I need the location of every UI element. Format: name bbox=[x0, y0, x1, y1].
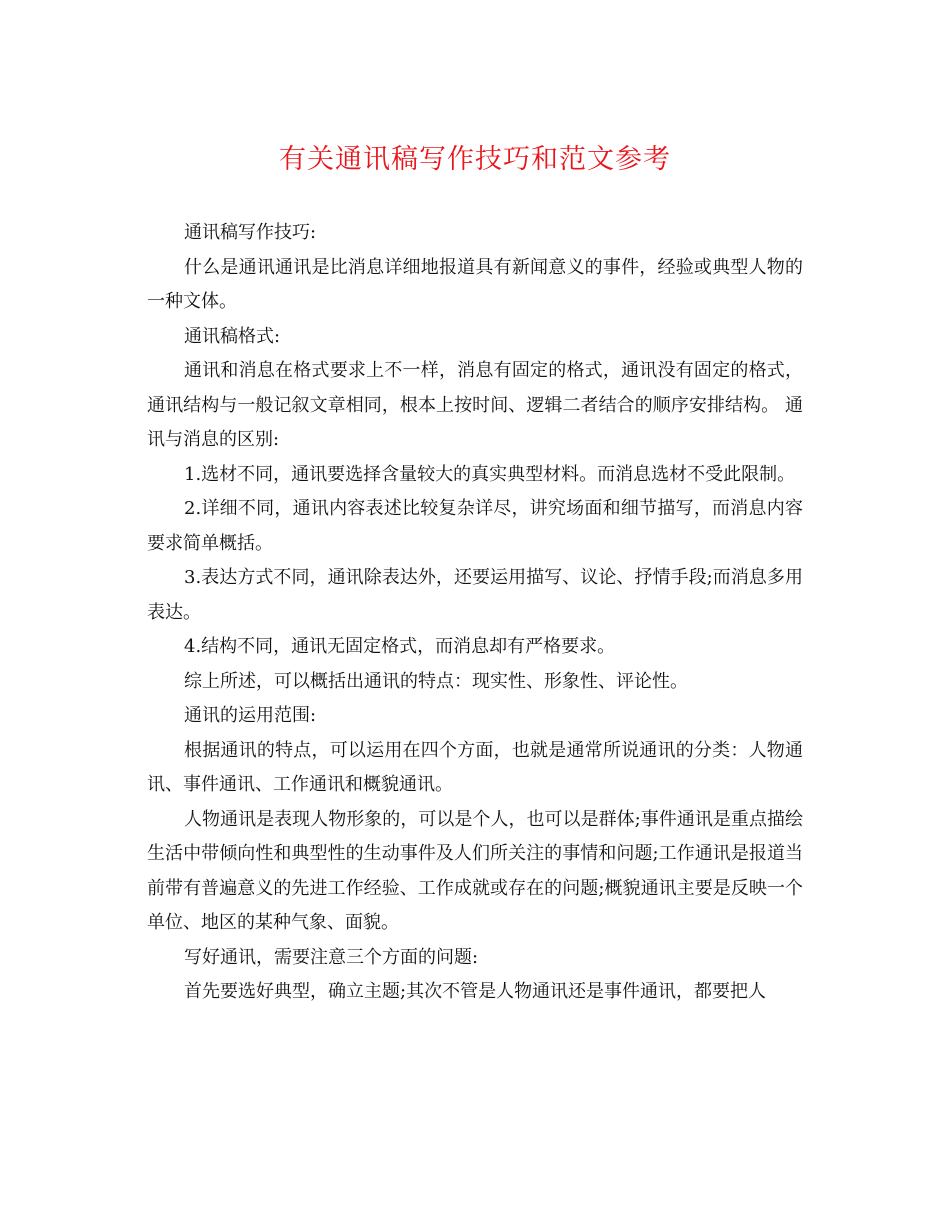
paragraph-difference-2: 2.详细不同，通讯内容表述比较复杂详尽，讲究场面和细节描写，而消息内容要求简单概括。 bbox=[147, 498, 803, 554]
document-title: 有关通讯稿写作技巧和范文参考 bbox=[279, 144, 671, 175]
paragraph-format: 通讯和消息在格式要求上不一样，消息有固定的格式，通讯没有固定的格式，通讯结构与一般记叙文章相同，根本上按时间、逻辑二者结合的顺序安排结构。 通讯与消息的区别: bbox=[147, 360, 803, 450]
paragraph-scope: 根据通讯的特点，可以运用在四个方面，也就是通常所说通讯的分类：人物通讯、事件通讯、工作通讯和概貌通讯。 bbox=[147, 739, 803, 795]
paragraph-difference-1: 1.选材不同，通讯要选择含量较大的真实典型材料。而消息选材不受此限制。 bbox=[184, 463, 796, 485]
paragraph-types: 人物通讯是表现人物形象的，可以是个人，也可以是群体;事件通讯是重点描绘生活中带倾向性和典型性的生动事件及人们所关注的事情和问题;工作通讯是报道当前带有普遍意义的先进工作经验、工作成就或存在的问题;概貌通讯主要是反映一个单位、地区的某种气象、面貌。 bbox=[147, 808, 803, 933]
paragraph-heading-tips: 通讯稿写作技巧: bbox=[184, 222, 317, 243]
paragraph-heading-notes: 写好通讯，需要注意三个方面的问题: bbox=[184, 946, 479, 968]
document-body bbox=[147, 216, 803, 1010]
paragraph-notes: 首先要选好典型，确立主题;其次不管是人物通讯还是事件通讯，都要把人 bbox=[184, 981, 767, 1002]
paragraph-summary: 综上所述，可以概括出通讯的特点：现实性、形象性、评论性。 bbox=[184, 670, 688, 692]
paragraph-heading-format: 通讯稿格式: bbox=[184, 325, 281, 347]
paragraph-difference-4: 4.结构不同，通讯无固定格式，而消息却有严格要求。 bbox=[184, 636, 616, 657]
paragraph-difference-3: 3.表达方式不同，通讯除表达外，还要运用描写、议论、抒情手段;而消息多用表达。 bbox=[147, 567, 803, 623]
paragraph-definition: 什么是通讯通讯是比消息详细地报道具有新闻意义的事件，经验或典型人物的一种文体。 bbox=[147, 256, 803, 312]
paragraph-heading-scope: 通讯的运用范围: bbox=[184, 705, 317, 726]
